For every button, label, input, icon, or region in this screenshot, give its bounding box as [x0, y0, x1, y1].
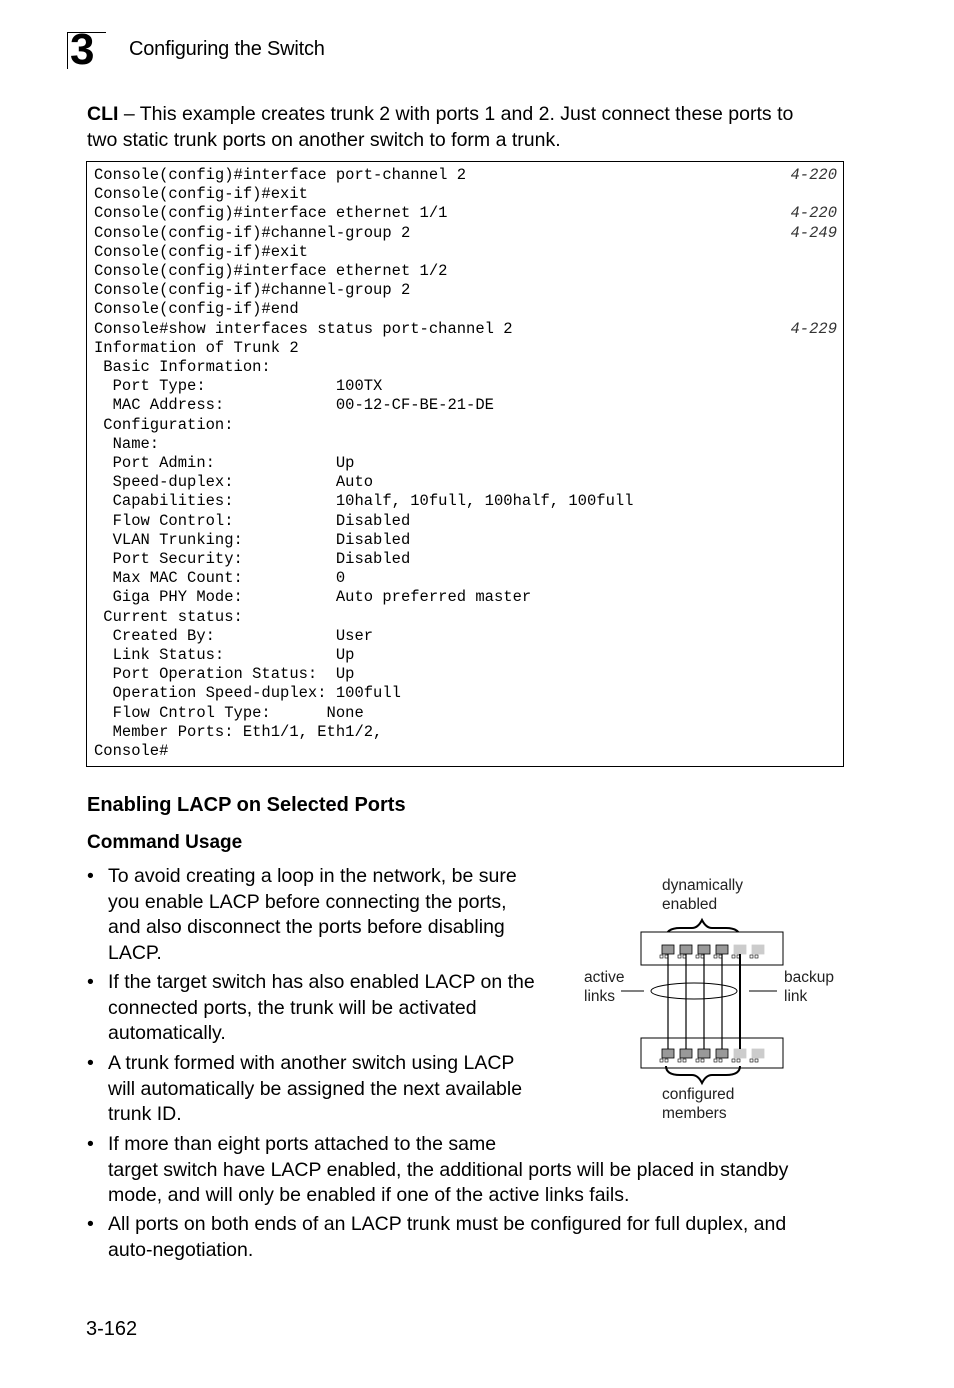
code-line — [94, 435, 837, 454]
code-line — [94, 358, 837, 377]
code-text: Basic Information: — [94, 358, 271, 376]
code-line — [94, 339, 837, 358]
code-page-ref: 4-229 — [790, 319, 837, 338]
code-page-ref: 4-249 — [790, 223, 837, 242]
code-line — [94, 665, 837, 684]
code-line — [94, 185, 837, 204]
code-line — [94, 608, 837, 627]
label-backup-link: backup link — [784, 969, 834, 1005]
running-header: Configuring the Switch — [129, 38, 325, 60]
link-lines — [668, 954, 740, 1049]
bullet-symbol: • — [87, 1133, 94, 1155]
section-title: Enabling LACP on Selected Ports — [87, 794, 406, 816]
code-line — [94, 473, 837, 492]
code-text: Operation Speed-duplex: 100full — [94, 684, 401, 703]
code-line — [94, 492, 837, 511]
intro-paragraph — [87, 101, 847, 153]
code-line — [94, 416, 837, 435]
code-line — [94, 243, 837, 262]
bullet-line: A trunk formed with another switch using LACP — [108, 1052, 515, 1074]
cli-label: CLI — [87, 103, 119, 125]
code-line — [94, 588, 837, 607]
code-text: Current status: — [94, 607, 243, 626]
bullet-symbol: • — [87, 971, 94, 993]
code-page-ref: 4-220 — [790, 204, 837, 223]
code-line — [94, 262, 837, 281]
code-text: Max MAC Count: 0 — [94, 569, 346, 588]
label-dynamically-enabled: dynamically enabled — [662, 877, 743, 913]
code-page-ref: 4-220 — [790, 166, 837, 184]
code-text: Port Operation Status: Up — [94, 665, 355, 684]
code-text: Console(config-if)#channel-group 2 — [94, 281, 411, 300]
code-line — [94, 454, 837, 473]
code-text: Console(config)#interface ethernet 1/2 — [94, 262, 448, 280]
code-block — [86, 161, 844, 767]
code-line — [94, 646, 837, 665]
code-line — [94, 204, 837, 223]
code-text: Console(config)#interface ethernet 1/1 — [94, 204, 448, 223]
code-text: Created By: User — [94, 626, 374, 645]
intro-line-2: two static trunk ports on another switch to form a trunk. — [87, 129, 561, 151]
code-text: Giga PHY Mode: Auto preferred master — [94, 588, 532, 607]
code-line — [94, 531, 837, 550]
code-text: Console(config-if)#exit — [94, 185, 308, 204]
code-text: Port Type: 100TX — [94, 377, 383, 396]
code-line — [94, 742, 837, 761]
code-line — [94, 704, 837, 723]
code-text: Capabilities: 10half, 10full, 100half, 100full — [94, 492, 634, 511]
bullet-line: will automatically be assigned the next available — [108, 1077, 523, 1100]
bullet-line: mode, and will only be enabled if one of the active links fails. — [108, 1184, 630, 1206]
code-line — [94, 377, 837, 396]
code-line — [94, 281, 837, 300]
bullet-line: connected ports, the trunk will be activated — [108, 996, 477, 1019]
chapter-number: 3 — [70, 25, 95, 74]
code-line — [94, 684, 837, 703]
bullet-text — [108, 864, 517, 966]
code-text: Speed-duplex: Auto — [94, 473, 374, 492]
active-links-ellipse — [651, 983, 737, 999]
bullet-line: target switch have LACP enabled, the additional ports will be placed in standby — [108, 1158, 789, 1181]
page-number: 3-162 — [86, 1318, 138, 1340]
intro-line-1: – This example creates trunk 2 with ports 1 and 2. Just connect these ports to — [118, 103, 794, 125]
bullet-text — [108, 1132, 788, 1209]
bullet-text — [108, 1051, 522, 1128]
bullet-text — [108, 970, 535, 1047]
code-text: Console(config-if)#channel-group 2 — [94, 223, 411, 242]
bullet-line: LACP. — [108, 941, 162, 964]
label-configured-members: configured members — [662, 1086, 735, 1122]
bullet-symbol: • — [87, 865, 94, 887]
code-line — [94, 569, 837, 588]
bullet-line: automatically. — [108, 1022, 226, 1044]
bullet-symbol: • — [87, 1052, 94, 1074]
code-text: Configuration: — [94, 415, 234, 434]
bottom-brace-icon — [666, 1066, 740, 1083]
bullet-line: If the target switch has also enabled LACP on the — [108, 971, 535, 993]
code-text: Console(config)#interface port-channel 2 — [94, 166, 467, 184]
bullet-line: trunk ID. — [108, 1103, 182, 1125]
code-line — [94, 224, 837, 243]
code-text: MAC Address: 00-12-CF-BE-21-DE — [94, 396, 494, 415]
code-text: Console(config-if)#exit — [94, 242, 308, 261]
lacp-diagram — [580, 870, 850, 1125]
code-line — [94, 300, 837, 319]
command-usage-title: Command Usage — [87, 832, 243, 853]
bullet-line: and also disconnect the ports before disabling — [108, 916, 505, 938]
code-line — [94, 550, 837, 569]
code-line — [94, 627, 837, 646]
code-text: Member Ports: Eth1/1, Eth1/2, — [94, 722, 383, 741]
label-active-links: active links — [584, 969, 625, 1005]
bullet-symbol: • — [87, 1213, 94, 1235]
code-line — [94, 512, 837, 531]
code-text: Port Admin: Up — [94, 454, 355, 472]
code-text: Flow Cntrol Type: None — [94, 703, 364, 722]
code-text: Information of Trunk 2 — [94, 338, 299, 357]
bullet-text — [108, 1212, 786, 1263]
code-text: Name: — [94, 434, 160, 453]
code-text: Flow Control: Disabled — [94, 511, 411, 530]
code-line — [94, 320, 837, 339]
bullet-line: auto-negotiation. — [108, 1238, 254, 1261]
bullet-line: If more than eight ports attached to the same — [108, 1133, 497, 1155]
code-text: Console# — [94, 742, 169, 760]
code-line — [94, 166, 837, 185]
code-text: VLAN Trunking: Disabled — [94, 530, 411, 549]
bullet-line: All ports on both ends of an LACP trunk must be configured for full duplex, and — [108, 1213, 787, 1235]
code-line — [94, 723, 837, 742]
code-text: Console(config-if)#end — [94, 300, 299, 319]
code-line — [94, 396, 837, 415]
code-text: Port Security: Disabled — [94, 550, 411, 568]
bullet-line: To avoid creating a loop in the network, be sure — [108, 865, 517, 887]
code-text: Console#show interfaces status port-channel 2 — [94, 319, 513, 338]
code-text: Link Status: Up — [94, 646, 355, 664]
bullet-line: you enable LACP before connecting the ports, — [108, 890, 507, 913]
